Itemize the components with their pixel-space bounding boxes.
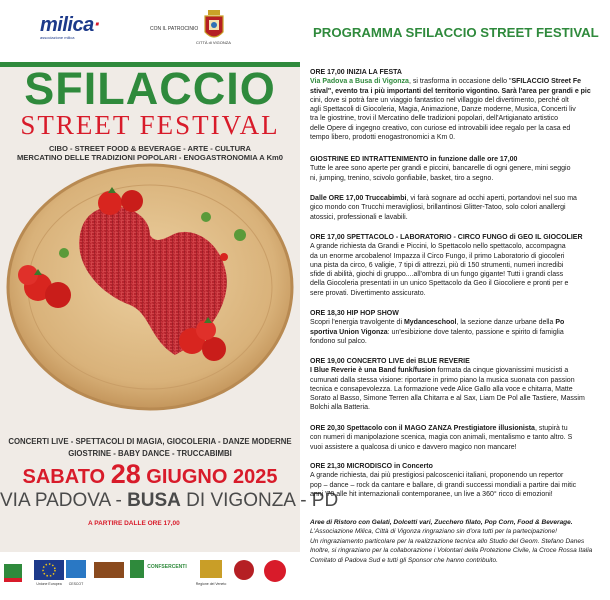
section-3-title: Truccabimbi bbox=[365, 195, 407, 202]
event-place bbox=[0, 490, 339, 512]
program-section-4 bbox=[310, 233, 610, 298]
program-section-8 bbox=[310, 462, 610, 499]
event-date bbox=[0, 460, 300, 491]
milica-logo: milica· bbox=[40, 14, 100, 36]
program-section-2 bbox=[310, 155, 610, 183]
section-3-text: , vi farà sognare ad occhi aperti, portandovi nel suo ma bbox=[406, 195, 577, 202]
event-place-town: BUSA bbox=[127, 490, 181, 511]
section-7-line-1: con numeri di manipolazione scenica, magia con animali, mentalismo e tanto altro. S bbox=[310, 434, 573, 442]
event-day: 28 bbox=[110, 459, 141, 489]
section-8-line-2: pop – dance – rock da cantare e ballare, di grandi successi mondiali a partire dai mitic bbox=[310, 481, 577, 489]
city-caption: CITTÀ di VIGONZA bbox=[196, 40, 231, 45]
event-place-city: DI VIGONZA - PD bbox=[180, 490, 339, 511]
section-1-heading: ORE 17,00 INIZIA LA FESTA bbox=[310, 69, 402, 76]
poster-tagline-1: CIBO - STREET FOOD & BEVERAGE - ARTE - CULTURA bbox=[48, 144, 252, 153]
section-7-line-2: vuoi assistere a qualcosa di unico e davvero magico non mancare! bbox=[310, 443, 517, 451]
event-weekday: SABATO bbox=[22, 466, 106, 488]
event-start-time: A PARTIRE DALLE ORE 17,00 bbox=[88, 520, 180, 527]
section-1-line-7: tempo libero, prodotti enogastronomici a Km 0. bbox=[310, 134, 456, 142]
poster-title: SFILACCIO bbox=[24, 63, 276, 114]
section-8-line-1: A grande richiesta, dai più prestigiosi palcoscenici italiani, proponendo un repertor bbox=[310, 472, 564, 480]
program-section-5 bbox=[310, 309, 610, 346]
sponsor-logo-1-icon bbox=[2, 558, 24, 588]
footer-line-3: Un ringraziamento particolare per la realizzazione tecnica allo Studio del Geom. Stefano Danes bbox=[310, 537, 585, 545]
footer-line-1: Aree di Ristoro con Gelati, Dolcetti vari, Zucchero filato, Pop Corn, Food & Beverage. bbox=[310, 519, 573, 526]
program-section-6 bbox=[310, 357, 610, 413]
section-2-line-1: Tutte le aree sono aperte per grandi e piccini, bancarelle di ogni genere, mini seggio bbox=[310, 165, 571, 173]
poster-header bbox=[0, 0, 300, 50]
section-5-text-c: Po bbox=[555, 319, 565, 327]
section-3-line-2: gico mondo con Trucchi meravigliosi, brillantinosi Glitter-Tatoo, solo colori anallergi bbox=[310, 204, 566, 212]
section-1-line-4: agli Spettacoli di Giocoleria, Magia, Animazione, Danze moderne, Musica, Concerti liv bbox=[310, 106, 576, 114]
sponsor-label-veneto: Regione del Veneto bbox=[195, 582, 227, 586]
eu-flag-icon bbox=[34, 558, 64, 582]
patronage-label: CON IL PATROCINIO bbox=[150, 26, 199, 32]
section-5-line-2 bbox=[310, 328, 610, 337]
section-2-line-2: ni, jumping, trenino, scivolo gonfiabile, basket, tiro a segno. bbox=[310, 174, 494, 182]
regione-veneto-logo-icon bbox=[198, 558, 224, 582]
section-5-heading: ORE 18,30 HIP HOP SHOW bbox=[310, 310, 399, 317]
section-3-line-3: atossici, professionali e lavabili. bbox=[310, 213, 408, 221]
section-1-place: Via Padova a Busa di Vigonza bbox=[310, 78, 409, 86]
section-6-heading: ORE 19,00 CONCERTO LIVE dei BLUE REVERIE bbox=[310, 358, 470, 365]
confesercenti-logo-icon bbox=[130, 558, 190, 582]
section-3-line-1 bbox=[310, 194, 610, 203]
cescot-logo-icon bbox=[64, 558, 88, 582]
section-5-line-3: fondono sul palco. bbox=[310, 337, 367, 345]
section-3-time: Dalle ORE 17,00 bbox=[310, 195, 366, 202]
section-4-line-4: sfide di abilità, giochi di gruppo....all'ombra di un fungo gigante! Tutti i grandi class bbox=[310, 271, 564, 279]
section-6-line-5: Bolchi alla Batteria. bbox=[310, 404, 370, 412]
section-7-heading-tail: , stupirà tu bbox=[534, 425, 568, 432]
footer-line-2: L'Associazione Milica, Città di Vigonza ringraziano sin d'ora tutti per la partecipazione! bbox=[310, 528, 557, 536]
section-4-line-6: sere provati. Divertimento assicurato. bbox=[310, 289, 426, 297]
section-6-line-2: cumunati dalla stessa visione: riportare in primo piano la musica suonata con passion bbox=[310, 376, 575, 384]
program-section-7 bbox=[310, 424, 610, 452]
section-4-heading: ORE 17,00 SPETTACOLO - LABORATORIO - CIRCO FUNGO di GEO IL GIOCOLIER bbox=[310, 234, 583, 241]
section-4-line-1: A grande richiesta da Grandi e Piccini, lo Spettacolo nello spettacolo, accompagna bbox=[310, 243, 566, 251]
section-7-heading-line bbox=[310, 424, 610, 433]
festival-program bbox=[300, 0, 600, 600]
poster-activities-1: CONCERTI LIVE - SPETTACOLI DI MAGIA, GIOCOLERIA - DANZE MODERNE bbox=[8, 437, 292, 446]
sponsor-crest-icon bbox=[232, 558, 256, 582]
footer-line-4: Inoltre, si ringraziano per la collaborazione i Volontari della Protezione Civile, la Croce Rossa Italia bbox=[310, 547, 593, 555]
sponsor-round-logo-icon bbox=[262, 558, 288, 584]
section-6-band: I Blue Reverie è una Band funk/fusion bbox=[310, 367, 436, 375]
section-5-text-d: : un'esibizione dove talento, passione e spirito di famiglia bbox=[387, 328, 564, 336]
poster-subtitle: STREET FESTIVAL bbox=[20, 110, 280, 140]
sponsor-logo-3-icon bbox=[94, 558, 124, 582]
milica-logo-subtitle: associazione milica bbox=[40, 35, 75, 40]
section-6-line-4: Sorato al Basso, Simone Terren alla Chitarra e al Sax, Liam De Pol alle Tastiere, Massim bbox=[310, 395, 585, 403]
poster-activities-2: GIOSTRINE - BABY DANCE - TRUCCABIMBI bbox=[68, 449, 232, 458]
section-1-festival-name: SFILACCIO Street Fe bbox=[511, 78, 582, 86]
program-title: PROGRAMMA SFILACCIO STREET FESTIVAL bbox=[313, 25, 599, 40]
milica-logo-text: milica bbox=[40, 14, 94, 36]
sponsor-bar bbox=[0, 552, 300, 600]
section-5-club: sportiva Union Vigonza bbox=[310, 328, 388, 336]
section-1-line-3: cini, dove si potrà fare un viaggio fantastico nel villaggio del divertimento, perché olt bbox=[310, 96, 569, 104]
section-1-line-6: delle Opere di ingegno creativo, con curiose ed introvabili idee regalo per la casa ed bbox=[310, 124, 571, 132]
poster-tagline-2: MERCATINO DELLE TRADIZIONI POPOLARI - ENOGASTRONOMIA A Km0 bbox=[16, 153, 284, 162]
event-month-year: GIUGNO 2025 bbox=[146, 466, 278, 488]
program-section-3 bbox=[310, 194, 610, 222]
section-5-line-1 bbox=[310, 318, 610, 327]
section-1-text: , si trasforma in occasione dello " bbox=[408, 78, 512, 86]
section-4-line-2: da un enorme arcobaleno! Impazza il Circo Fungo, il primo Laboratorio di giocoleri bbox=[310, 252, 565, 260]
section-6-line-1 bbox=[310, 366, 610, 375]
section-8-heading: ORE 21,30 MICRODISCO in Concerto bbox=[310, 463, 433, 470]
section-1-line-2: stival", evento tra i più importanti del territorio vigontino. Sarà l'area per grandi e pic bbox=[310, 87, 591, 95]
program-footer bbox=[310, 518, 610, 565]
event-place-street: VIA PADOVA - bbox=[0, 490, 128, 511]
section-4-line-5: della Giocoleria presentati in un unico Spettacolo da Geo il Giocoliere e pronti per e bbox=[310, 280, 569, 288]
section-6-line-3: tecnica e consapevolezza. La formazione vede Alice Gallo alla voce e chitarra, Matte bbox=[310, 385, 573, 393]
section-7-heading: ORE 20,30 Spettacolo con il MAGO ZANZA Prestigiatore illusionista bbox=[310, 425, 535, 432]
footer-line-5: Comitato di Padova Sud e tutti gli Sponsor che hanno contribuito. bbox=[310, 556, 498, 564]
heart-sfilaccio-image bbox=[0, 165, 300, 415]
sponsor-label-eu: Unione Europea bbox=[36, 582, 62, 586]
sponsor-label-cescot: CESCOT bbox=[68, 582, 84, 586]
sponsor-label-confesercenti: CONFSERCENTI bbox=[147, 564, 187, 570]
section-5-text-a: Scopri l'energia travolgente di bbox=[310, 319, 404, 327]
section-5-text-b: , la sezione danze urbane della bbox=[456, 319, 556, 327]
section-2-heading: GIOSTRINE ED INTRATTENIMENTO in funzione dalle ore 17,00 bbox=[310, 156, 518, 163]
section-5-school: Mydanceschool bbox=[403, 319, 457, 327]
section-1-line-1 bbox=[310, 77, 610, 86]
section-8-line-3: anni '70 alle hit internazionali contemporanee, un live a 360° ricco di emozioni! bbox=[310, 490, 553, 498]
section-6-text: formata da cinque giovanissimi musicisti a bbox=[435, 367, 569, 375]
section-1-line-5: tra le giostrine, trovi il Mercatino delle tradizioni popolari, dell'Artigianato artistico bbox=[310, 115, 559, 123]
section-4-line-3: una pista da circo, 6 valigie, 7 tipi di attrezzi, più di 150 strumenti, numeri incredibi bbox=[310, 261, 564, 269]
program-section-1 bbox=[310, 68, 610, 142]
